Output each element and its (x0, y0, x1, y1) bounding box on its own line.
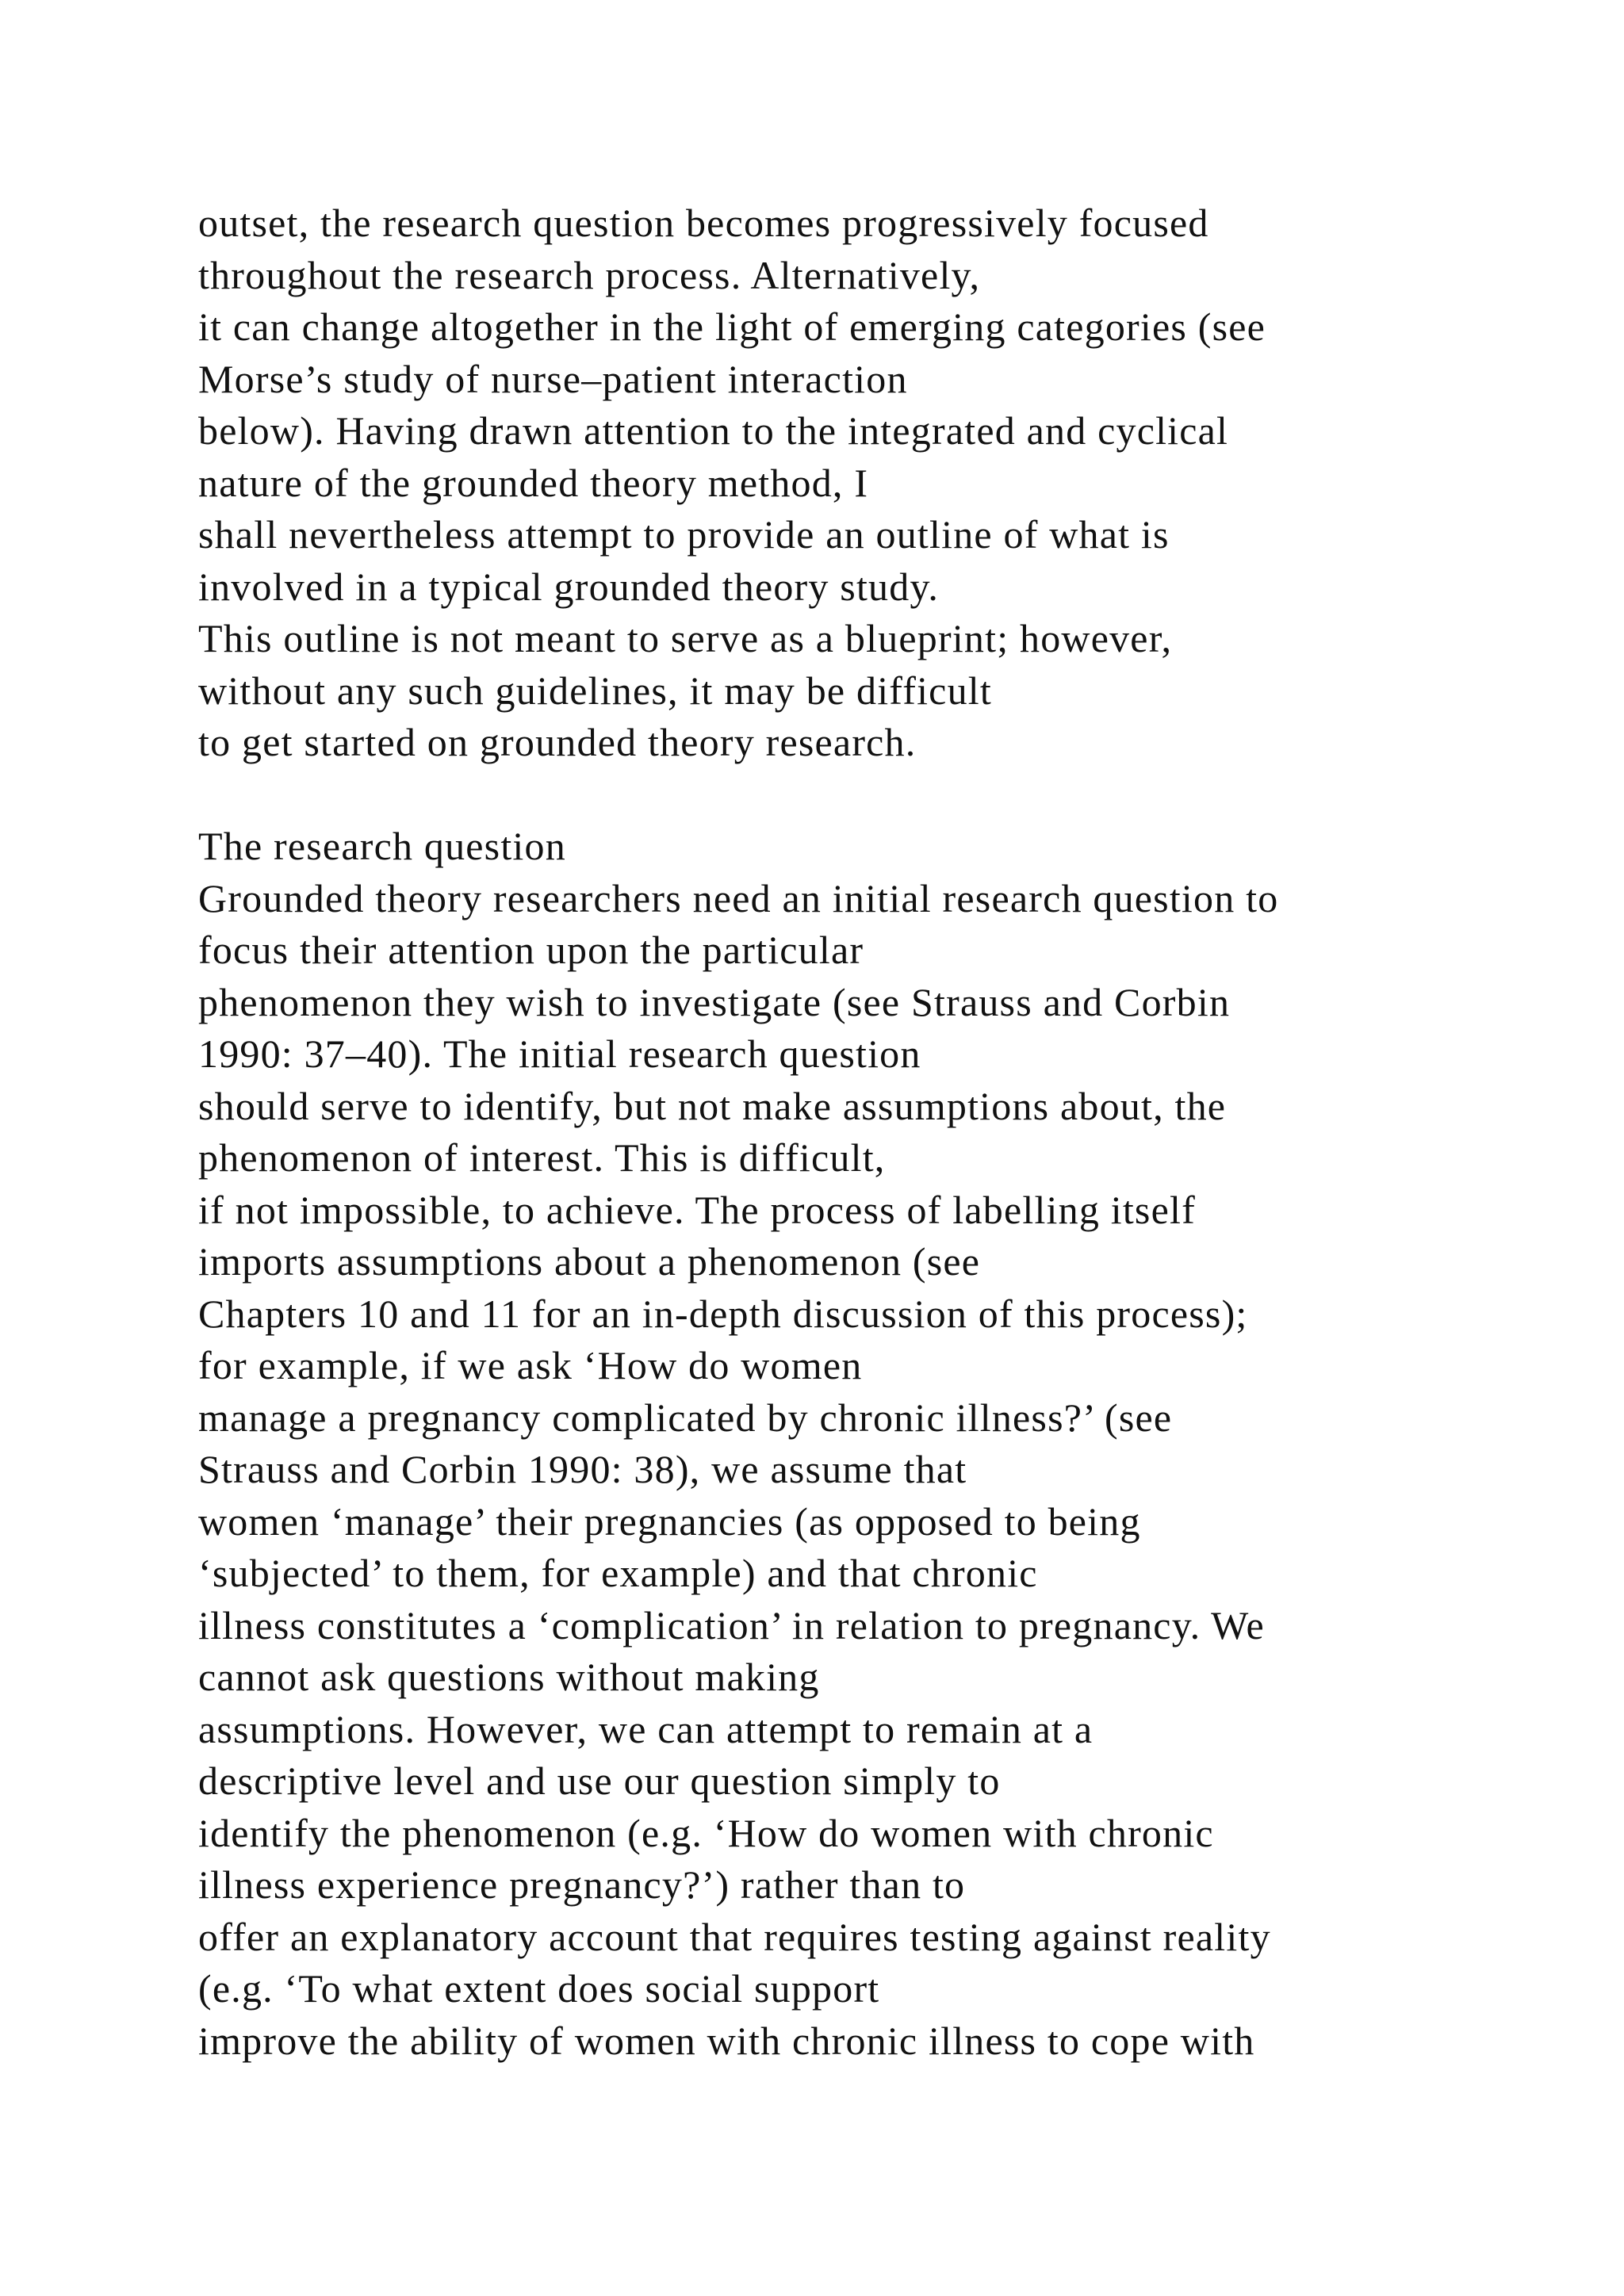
text-line: phenomenon they wish to investigate (see Strauss and Corbin (198, 979, 1231, 1024)
text-line: women ‘manage’ their pregnancies (as opposed to being (198, 1498, 1141, 1544)
text-line: for example, if we ask ‘How do women (198, 1343, 863, 1387)
blank-line (198, 769, 1594, 821)
text-line: Morse’s study of nurse–patient interaction (198, 356, 908, 401)
text-line: to get started on grounded theory research. (198, 720, 917, 764)
text-line: throughout the research process. Alternatively, (198, 252, 981, 297)
text-line: involved in a typical grounded theory study. (198, 564, 940, 609)
text-line: illness constitutes a ‘complication’ in relation to pregnancy. We (198, 1602, 1265, 1647)
text-line: focus their attention upon the particular (198, 928, 864, 972)
text-line: below). Having drawn attention to the integrated and cyclical (198, 408, 1229, 453)
text-line: ‘subjected’ to them, for example) and that chronic (198, 1551, 1038, 1595)
text-line: improve the ability of women with chronic illness to cope with (198, 2018, 1255, 2063)
text-line: Grounded theory researchers need an initial research question to (198, 875, 1279, 920)
text-line: offer an explanatory account that requires testing against reality (198, 1914, 1271, 1959)
text-line: Chapters 10 and 11 for an in-depth discussion of this process); (198, 1291, 1248, 1336)
text-line: manage a pregnancy complicated by chronic illness?’ (see (198, 1395, 1173, 1440)
text-line: outset, the research question becomes progressively focused (198, 201, 1209, 245)
text-line: 1990: 37–40). The initial research question (198, 1031, 921, 1076)
text-line: cannot ask questions without making (198, 1655, 820, 1699)
text-line: This outline is not meant to serve as a blueprint; however, (198, 616, 1173, 660)
text-line: nature of the grounded theory method, I (198, 460, 869, 505)
text-line: it can change altogether in the light of emerging categories (see (198, 304, 1266, 349)
text-line: illness experience pregnancy?’) rather than to (198, 1862, 966, 1907)
text-line: descriptive level and use our question simply to (198, 1758, 1001, 1803)
text-line: without any such guidelines, it may be difficult (198, 668, 992, 713)
text-line: phenomenon of interest. This is difficult, (198, 1135, 886, 1180)
text-line: Strauss and Corbin 1990: 38), we assume that (198, 1447, 967, 1491)
text-line: (e.g. ‘To what extent does social support (198, 1966, 880, 2011)
text-line: assumptions. However, we can attempt to remain at a (198, 1706, 1094, 1751)
section-heading: The research question (198, 824, 566, 868)
text-line: should serve to identify, but not make assumptions about, the (198, 1083, 1227, 1128)
text-line: identify the phenomenon (e.g. ‘How do women with chronic (198, 1810, 1214, 1855)
body-text (198, 197, 1594, 2067)
text-line: imports assumptions about a phenomenon (see (198, 1239, 981, 1284)
text-line: shall nevertheless attempt to provide an outline of what is (198, 512, 1170, 557)
text-line: if not impossible, to achieve. The process of labelling itself (198, 1187, 1196, 1232)
